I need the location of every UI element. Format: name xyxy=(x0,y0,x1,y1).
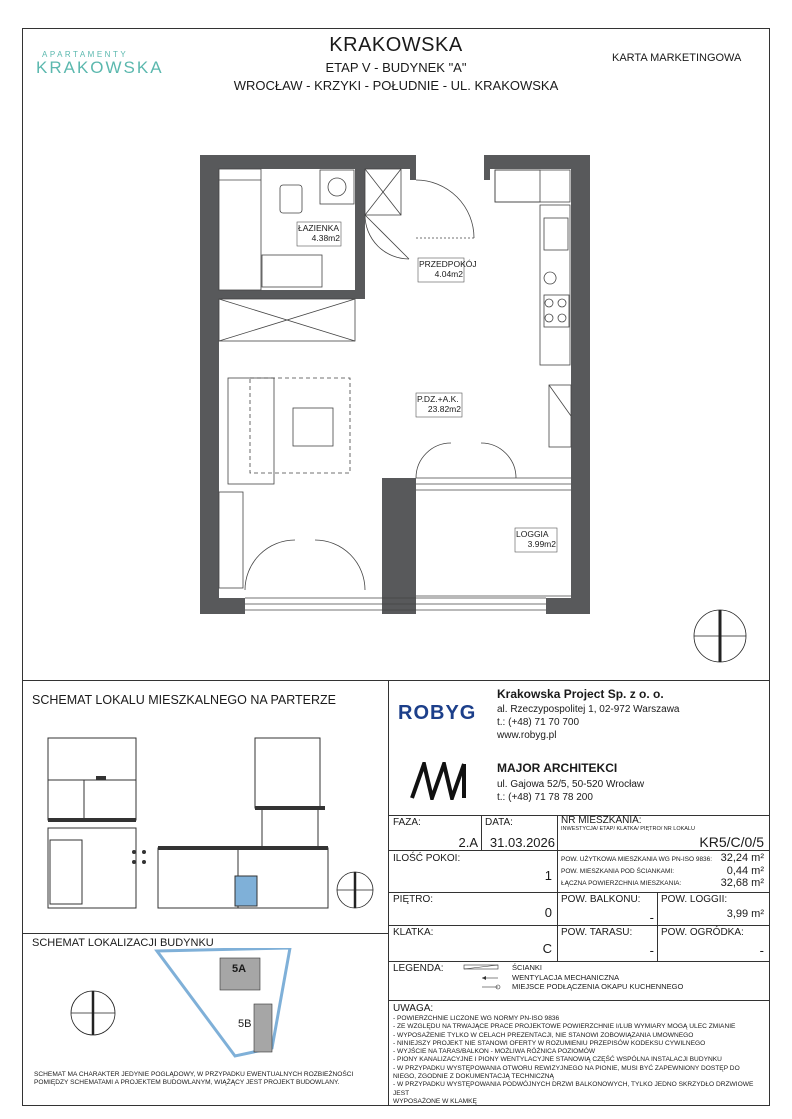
note-item: - WYJŚCIE NA TARAS/BALKON - MOŻLIWA RÓŻNICA POZIOMÓW xyxy=(393,1048,596,1056)
loggia-value: 3,99 m² xyxy=(726,908,764,920)
disclaimer: SCHEMAT MA CHARAKTER JEDYNIE POGLĄDOWY, W PRZYPADKU EWENTUALNYCH ROZBIEŻNOŚCI POMIĘDZY SCHEMATAMI A PROJEKTEM BUDOWLANYM, WIĄŻĄCY JEST PROJEKT BUDOWLANY. xyxy=(34,1071,354,1087)
nr-label: NR MIESZKANIA: xyxy=(561,815,642,826)
ogrodek-label: POW. OGRÓDKA: xyxy=(661,927,744,938)
schemat-lokalizacji-title: SCHEMAT LOKALIZACJI BUDYNKU xyxy=(32,937,214,949)
note-item: WYPOSAŻONE W KLAMKĘ xyxy=(393,1097,477,1105)
stage-building: ETAP V - BUDYNEK "A" xyxy=(325,60,467,75)
pow-scian-value: 0,44 m² xyxy=(726,865,764,877)
architect-name: MAJOR ARCHITEKCI xyxy=(497,761,618,775)
col-c xyxy=(657,892,658,961)
ilosc-value: 1 xyxy=(544,868,552,883)
legend-symbols xyxy=(462,962,504,994)
developer-address: al. Rzeczypospolitej 1, 02-972 Warszawa xyxy=(497,704,680,715)
ogrodek-value: - xyxy=(759,943,764,958)
logo-top-text: APARTAMENTY xyxy=(42,50,129,59)
schemat-parter-title: SCHEMAT LOKALU MIESZKALNEGO NA PARTERZE xyxy=(32,693,337,707)
tv-cabinet xyxy=(549,385,571,447)
pow-laczna-label: ŁĄCZNA POWIERZCHNIA MIESZKANIA: xyxy=(561,880,682,887)
table-row-4 xyxy=(388,961,770,962)
developer-name: Krakowska Project Sp. z o. o. xyxy=(497,687,664,701)
legend-item: MIEJSCE PODŁĄCZENIA OKAPU KUCHENNEGO xyxy=(512,982,684,991)
legend-item: WENTYLACJA MECHANICZNA xyxy=(512,972,620,982)
table-row-1 xyxy=(388,850,770,851)
balkon-value: - xyxy=(649,910,654,925)
apartment-highlight xyxy=(235,876,257,906)
ilosc-label: ILOŚĆ POKOI: xyxy=(393,853,461,864)
note-item: - ZE WZGLĘDU NA TRWAJĄCE PRACE PROJEKTOWE POWIERZCHNIE I/LUB WYMIARY MOGĄ ULEC ZMIANIE xyxy=(393,1023,736,1031)
col-a xyxy=(481,815,482,850)
room-label-bathroom: ŁAZIENKA 4.38m2 xyxy=(298,223,340,243)
data-value: 31.03.2026 xyxy=(489,835,555,850)
architect-address: ul. Gajowa 52/5, 50-520 Wrocław xyxy=(497,779,645,790)
note-item: NIEGO, ZGODNIE Z DOKUMENTACJĄ TECHNICZNĄ xyxy=(393,1073,554,1081)
pietro-label: PIĘTRO: xyxy=(393,894,434,905)
klatka-label: KLATKA: xyxy=(393,927,434,938)
table-row-3 xyxy=(388,925,770,926)
architect-phone: t.: (+48) 71 78 78 200 xyxy=(497,792,593,803)
pow-laczna-value: 32,68 m² xyxy=(720,877,764,889)
note-item: - POWIERZCHNIE LICZONE WG NORMY PN-ISO 9836 xyxy=(393,1015,560,1022)
washing-machine-icon xyxy=(320,170,354,204)
taras-value: - xyxy=(649,943,654,958)
fridge xyxy=(495,170,570,202)
site-plan xyxy=(30,948,386,1063)
loggia-label: POW. LOGGII: xyxy=(661,894,728,905)
page-title: KRAKOWSKA xyxy=(329,34,463,56)
toilet-icon xyxy=(280,185,302,213)
faza-value: 2.A xyxy=(458,835,478,850)
note-item: - W PRZYPADKU WYSTĘPOWANIA PODWÓJNYCH DRZWI BALKONOWYCH, TYLKO JEDNO SKRZYDŁO DRZWIOWE JEST xyxy=(393,1081,754,1097)
room-label-hallway: PRZEDPOKÓJ 4.04m2 xyxy=(419,259,477,279)
note-item: - PIONY KANALIZACYJNE I PIONY WENTYLACYJNE STANOWIĄ CZĘŚĆ WSPÓLNA INSTALACJI BUDYNKU xyxy=(393,1056,722,1064)
room-label-loggia: LOGGIA 3.99m2 xyxy=(516,529,556,549)
legend-label: LEGENDA: xyxy=(393,963,444,974)
taras-label: POW. TARASU: xyxy=(561,927,633,938)
bathroom-sink xyxy=(262,255,322,287)
major-logo-icon xyxy=(410,762,466,800)
rug xyxy=(250,378,350,473)
room-label-living: P.DZ.+A.K. 23.82m2 xyxy=(417,394,461,414)
sofa xyxy=(228,378,274,484)
developer-phone: t.: (+48) 71 70 700 xyxy=(497,717,580,728)
nr-sub: INWESTYCJA/ ETAP/ KLATKA/ PIĘTRO/ NR LOKALU xyxy=(561,826,695,832)
divider-main xyxy=(22,680,770,681)
pietro-value: 0 xyxy=(544,905,552,920)
pow-uzytk-value: 32,24 m² xyxy=(720,852,764,864)
legend-items xyxy=(512,963,683,992)
notes-label: UWAGA: xyxy=(393,1003,434,1014)
card-type: KARTA MARKETINGOWA xyxy=(612,52,742,64)
notes-list xyxy=(393,1015,765,1106)
balkon-label: POW. BALKONU: xyxy=(561,894,641,905)
ground-floor-schema xyxy=(30,720,386,930)
table-row-5 xyxy=(388,1000,770,1001)
klatka-value: C xyxy=(542,941,552,956)
side-cabinet xyxy=(219,492,243,588)
faza-label: FAZA: xyxy=(393,817,421,828)
robyg-logo: ROBYG xyxy=(398,702,477,724)
kitchen-counter xyxy=(540,205,570,365)
coffee-table xyxy=(293,408,333,446)
legend-item: ŚCIANKI xyxy=(512,963,543,972)
site-label-5a: 5A xyxy=(232,963,247,975)
divider-left xyxy=(22,933,388,934)
divider-vertical xyxy=(388,680,389,1106)
location-line: WROCŁAW - KRZYKI - POŁUDNIE - UL. KRAKOWSKA xyxy=(233,78,559,93)
col-b xyxy=(557,815,558,961)
table-row-2 xyxy=(388,892,770,893)
site-label-5b: 5B xyxy=(238,1018,252,1030)
note-item: - WYPOSAŻENIE TYLKO W CELACH PREZENTACJI, NIE STANOWI ZOBOWIĄZANIA UMOWNEGO xyxy=(393,1031,694,1039)
pow-uzytk-label: POW. UŻYTKOWA MIESZKANIA WG PN-ISO 9836: xyxy=(561,856,713,863)
data-label: DATA: xyxy=(485,817,513,828)
pow-scian-label: POW. MIESZKANIA POD ŚCIANKAMI: xyxy=(561,868,675,875)
logo-main-text: KRAKOWSKA xyxy=(36,58,164,77)
nr-value: KR5/C/0/5 xyxy=(699,834,764,850)
shower xyxy=(219,169,261,290)
note-item: - W PRZYPADKU WYSTĘPOWANIA OTWORU REWIZYJNEGO NA PIONIE, MUSI BYĆ ZAPEWNIONY DOSTĘP DO xyxy=(393,1064,740,1072)
developer-www[interactable]: www.robyg.pl xyxy=(497,730,557,741)
note-item: - NINIEJSZY PROJEKT NIE STANOWI OFERTY W ROZUMIENIU PRZEPISÓW KODEKSU CYWILNEGO xyxy=(393,1039,706,1047)
